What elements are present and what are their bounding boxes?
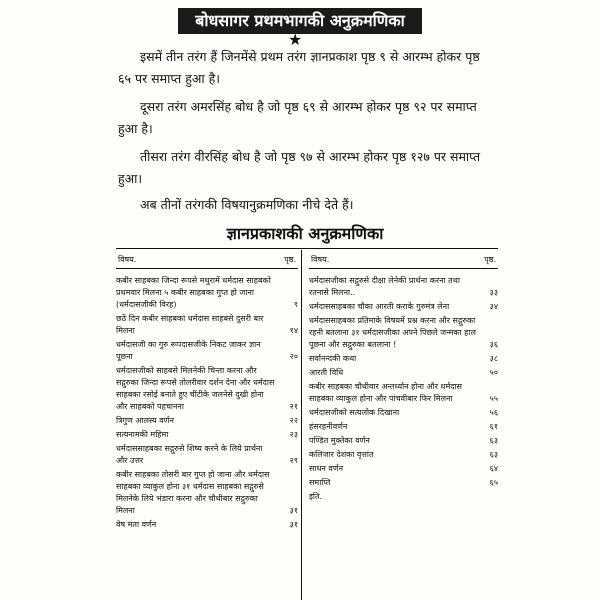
column-header-left [116, 252, 298, 268]
index-column-left [116, 252, 298, 533]
index-entry [309, 315, 498, 351]
entry-subject: कबीर साहबका चौथीवार अन्तर्ध्यान होना और धर्मदास साहबका व्याकुल होना और पांचवीबार फिर मिलना [309, 382, 462, 403]
entry-page-number: २२ [289, 416, 298, 425]
entry-subject: सर्वानन्दकी कथा [309, 354, 357, 363]
entry-subject: कबीर साहबका जिन्दा रूपसे मथुरामें धर्मदास साहबको प्रथमवार मिलना ५ कबीर साहबका गुप्त हो जाना (धर्मदासजीकी विरह) [116, 276, 271, 309]
star-ornament-icon: ★ [288, 30, 303, 49]
index-entry [116, 365, 298, 413]
entry-page-number: २० [289, 352, 298, 361]
intro-paragraph-3-text: तीसरा तरंग वीरसिंह बोध है जो पृष्ठ ९७ से आरम्भ होकर पृष्ठ १२७ पर समाप्त हुआ। [118, 149, 481, 186]
entry-page-number: १४ [289, 326, 298, 335]
entry-subject: आरती विधि [309, 368, 344, 377]
entry-subject: हंसरहनीवर्णन [309, 422, 348, 431]
index-entry [116, 313, 298, 337]
entry-page-number: ९ [293, 300, 298, 309]
index-entry [116, 429, 298, 441]
intro-paragraph-3 [118, 146, 490, 190]
entry-subject: साधन वर्णन [309, 464, 344, 473]
entry-page-number: ६४ [489, 464, 498, 473]
intro-paragraph-1 [118, 46, 490, 90]
index-entry [309, 381, 498, 405]
index-entry [309, 275, 498, 299]
page-header: पृष्ठ. [484, 255, 496, 264]
entry-subject: धर्मदासजी का गुरु रूपदासजीके निकट जाकर ज्ञान पूछना [116, 340, 261, 361]
intro-paragraph-4 [118, 194, 490, 216]
entry-subject: वेष मता वर्णन [116, 520, 157, 529]
entry-page-number: ६३ [489, 436, 498, 445]
intro-paragraph-2 [118, 96, 490, 140]
entry-subject: इति. [309, 492, 323, 501]
entry-subject: धर्मदाससाहबका सद्गुरुसे शिष्य करने के लिये प्रार्थना और उत्तर [116, 444, 263, 465]
index-entry [116, 339, 298, 363]
entry-page-number: ३३ [489, 288, 498, 297]
entry-page-number: ३१ [289, 520, 298, 529]
left-entries [116, 275, 298, 531]
entry-subject: धर्मदासजीको सत्यलोक दिखाना [309, 408, 400, 417]
entry-page-number: ६५ [489, 478, 498, 487]
intro-paragraph-1-text: इसमें तीन तरंग हैं जिनमेंसे प्रथम तरंग ज्ञानप्रकाश पृष्ठ ९ से आरम्भ होकर पृष्ठ ६५ पर समाप्त हुआ है। [118, 49, 480, 86]
entry-subject: समाप्ति [309, 478, 331, 487]
column-header-right [309, 252, 498, 268]
index-entry [116, 275, 298, 311]
entry-subject: त्रिगुण आलस्य वर्णन [116, 416, 174, 425]
index-entry [309, 367, 498, 379]
index-entry [309, 477, 498, 489]
header-rule [116, 268, 298, 269]
page-title: बोधसागर प्रथमभागकी अनुक्रमणिका [178, 8, 422, 34]
subject-header: विषय. [118, 255, 137, 264]
column-divider [301, 250, 302, 600]
entry-page-number: २३ [289, 430, 298, 439]
entry-subject: कबीर साहबका तोसरी बार गुप्त हो जाना और धर्मदास साहबका व्याकुल होना ३१ धर्मदास साहबका सद्गुरुसे मिलनेके लिये भंडारा करना और चौथीबार सद्गुरुका मिलना [116, 470, 270, 515]
entry-page-number: ३१ [289, 506, 298, 515]
index-entry [309, 301, 498, 313]
entry-subject: कलिजार देशका वृत्तांत [309, 450, 374, 459]
entry-subject: पण्डित मुक्तेका वर्णन [309, 436, 370, 445]
subject-header: विषय. [311, 255, 330, 264]
entry-page-number: २१ [289, 402, 298, 411]
index-entry [309, 421, 498, 433]
index-column-right [309, 252, 498, 505]
entry-page-number: ५५ [489, 394, 498, 403]
entry-subject: धर्मदासजीका सद्गुरुसे दीक्षा लेनेकी प्रार्थना करना तथा रतनासे मिलना.. [309, 276, 460, 297]
entry-page-number: ६१ [489, 422, 498, 431]
index-entry [116, 519, 298, 531]
entry-page-number: ३६ [489, 340, 498, 349]
entry-subject: सत्यनामकी महिमा [116, 430, 169, 439]
entry-subject: धर्मदाससाहबका प्रतिमाके विषयमें प्रश्न करना और सद्गुरुका रहनी बतलाना ३१ धर्मदासजीका अपने पिछले जन्मका हाल पूछना और सद्गुरुका बतलाना ! [309, 316, 476, 349]
right-entries [309, 275, 498, 503]
entry-subject: छठें दिन कबीर साहबका धर्मदास साहबसे दुसरी बार मिलना [116, 314, 264, 335]
index-entry [309, 435, 498, 447]
intro-paragraph-2-text: दूसरा तरंग अमरसिंह बोध है जो पृष्ठ ६९ से आरम्भ होकर पृष्ठ ९२ पर समाप्त हुआ है। [118, 99, 477, 136]
index-entry [116, 415, 298, 427]
entry-page-number: २९ [289, 456, 298, 465]
entry-subject: धर्मदासजीको साहबसे मिलनेकी चिन्ता करना और सद्गुरुका जिन्दा रूपसे तोलरीवार दर्शन देना और धर्मदास साहबका रसोई बनाते हुए चींटीके जलनेसे दुखी होना और साहबको पहचानना [116, 366, 275, 411]
page-header: पृष्ठ. [284, 255, 296, 264]
intro-paragraph-4-text: अब तीनों तरंगकी विषयानुक्रमणिका नीचे देते हैं। [140, 197, 354, 212]
index-entry [309, 407, 498, 419]
section-heading: ज्ञानप्रकाशकी अनुक्रमणिका [226, 224, 384, 243]
table-top-rule [116, 248, 498, 249]
index-entry [309, 353, 498, 365]
index-entry [309, 463, 498, 475]
entry-page-number: ५० [489, 368, 498, 377]
index-entry [116, 443, 298, 467]
index-entry [309, 449, 498, 461]
entry-page-number: ३८ [489, 354, 498, 363]
index-entry [116, 469, 298, 517]
header-rule [309, 268, 498, 269]
entry-page-number: ३४ [489, 302, 498, 311]
index-entry [309, 491, 498, 503]
entry-subject: धर्मदाससाहबका चौका आरती कराके गुरुमंत्र लेना [309, 302, 450, 311]
entry-page-number: ६३ [489, 450, 498, 459]
entry-page-number: ५६ [489, 408, 498, 417]
